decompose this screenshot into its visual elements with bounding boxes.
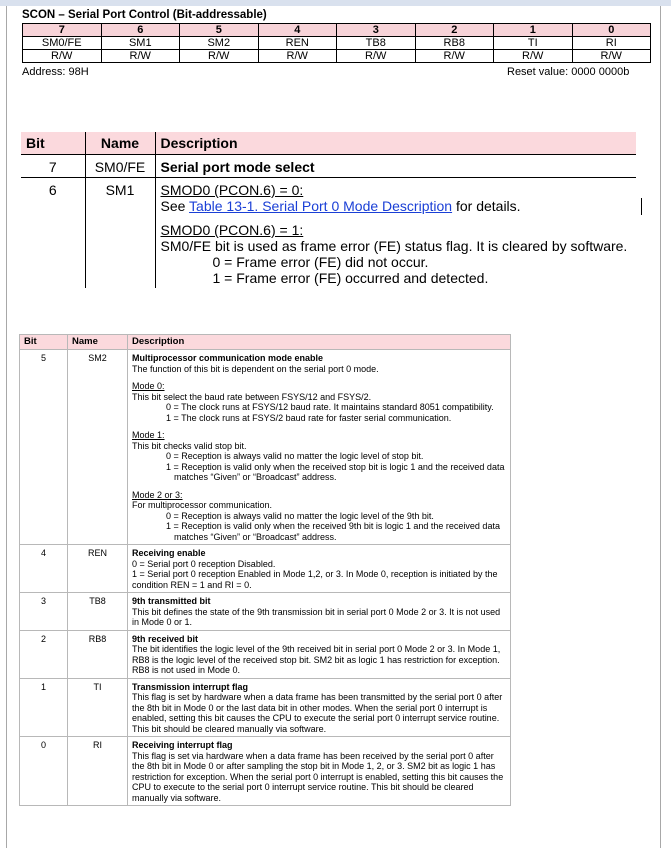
text-cursor [641, 198, 642, 215]
register-access-cell: R/W [180, 50, 259, 63]
mode1-option-0: 0 = Reception is always valid no matter the logic level of stop bit. [166, 451, 424, 461]
row-text: 1 = Serial port 0 reception Enabled in Mode 1,2, or 3. In Mode 0, reception is initiated by the condition REN = 1 and RI = 0. [132, 569, 498, 590]
mode23-option-0: 0 = Reception is always valid no matter the logic level of the 9th bit. [166, 510, 434, 521]
register-address: Address: 98H [22, 66, 89, 78]
register-bit-cell: 5 [180, 24, 259, 37]
page-right-border [660, 6, 661, 848]
name-cell: TI [68, 678, 128, 737]
register-access-cell: R/W [572, 50, 651, 63]
table-row [20, 678, 511, 737]
smod0-zero-heading: SMOD0 (PCON.6) = 0: [160, 182, 304, 198]
register-bit-cell: 1 [494, 24, 573, 37]
see-suffix: for details. [452, 198, 521, 214]
viewer-top-bar [0, 0, 671, 6]
bit-cell: 2 [20, 630, 68, 678]
row-title: Receiving interrupt flag [132, 740, 233, 750]
header-name: Name [85, 132, 155, 155]
description-cell [128, 350, 511, 545]
bit-cell: 6 [48, 182, 57, 198]
register-access-cell: R/W [101, 50, 180, 63]
register-name-cell: RB8 [415, 37, 494, 50]
table-row [21, 178, 636, 289]
register-bit-cell: 6 [101, 24, 180, 37]
register-bit-row [23, 24, 651, 37]
register-name-cell: TI [494, 37, 573, 50]
description-title: Serial port mode select [155, 155, 636, 178]
frame-error-0: 0 = Frame error (FE) did not occur. [212, 254, 429, 270]
description-cell [128, 737, 511, 806]
description-cell [128, 678, 511, 737]
bit-cell: 1 [20, 678, 68, 737]
row-text: This flag is set by hardware when a data frame has been transmitted by the serial port 0 after the 8th bit in Mode 0 or the last data bit in other modes. When the serial port 0 interrupt is enabled, setting this bit causes the CPU to execute the serial port 0 interrupt service routine. This bit should be cleared manually via software. [132, 692, 503, 734]
name-cell: RI [68, 737, 128, 806]
table-row [20, 545, 511, 593]
frame-error-text: SM0/FE bit is used as frame error (FE) status flag. It is cleared by software. [160, 238, 628, 254]
row-text: This bit defines the state of the 9th transmission bit in serial port 0 Mode 2 or 3. It is not used in Mode 0 or 1. [132, 606, 501, 627]
row-title: Transmission interrupt flag [132, 681, 249, 692]
smod0-one-heading: SMOD0 (PCON.6) = 1: [160, 222, 304, 238]
description-cell [128, 630, 511, 678]
description-cell [128, 545, 511, 593]
mode1-text: This bit checks valid stop bit. [132, 440, 247, 451]
table-header-row [20, 335, 511, 350]
register-bit-cell: 4 [258, 24, 337, 37]
register-name-cell: SM1 [101, 37, 180, 50]
register-bit-cell: 2 [415, 24, 494, 37]
register-name-cell: SM2 [180, 37, 259, 50]
mode23-label: Mode 2 or 3: [132, 489, 183, 500]
register-access-cell: R/W [494, 50, 573, 63]
row-text: The function of this bit is dependent on the serial port 0 mode. [132, 363, 379, 374]
register-access-cell: R/W [258, 50, 337, 63]
mode23-text: For multiprocessor communication. [132, 500, 273, 510]
row-title: 9th received bit [132, 633, 199, 644]
mode-table-link[interactable]: Table 13-1. Serial Port 0 Mode Description [189, 198, 453, 214]
row-title: 9th transmitted bit [132, 596, 211, 606]
see-prefix: See [160, 198, 190, 214]
description-table-large [21, 132, 636, 288]
mode0-text: This bit select the baud rate between FSYS/12 and FSYS/2. [132, 391, 372, 402]
register-access-cell: R/W [337, 50, 416, 63]
bit-cell: 5 [20, 350, 68, 545]
register-access-row [23, 50, 651, 63]
register-name-cell: RI [572, 37, 651, 50]
name-cell: SM2 [68, 350, 128, 545]
register-bit-cell: 3 [337, 24, 416, 37]
table-row [20, 630, 511, 678]
bit-cell: 3 [20, 593, 68, 631]
frame-error-1: 1 = Frame error (FE) occurred and detected. [212, 270, 489, 286]
description-cell [128, 593, 511, 631]
description-table-small [19, 334, 511, 806]
row-title: Multiprocessor communication mode enable [132, 353, 324, 363]
mode0-option-0: 0 = The clock runs at FSYS/12 baud rate. It maintains standard 8051 compatibility. [166, 402, 494, 412]
register-name-cell: REN [258, 37, 337, 50]
see-line [161, 198, 632, 214]
row-text: This flag is set via hardware when a data frame has been received by the serial port 0 after the 8th bit in Mode 0 or after sampling the stop bit in Mode 1, 2, or 3. SM2 bit as logic 1 has restriction for exception. When the serial port 0 interrupt is enabled, setting this bit causes the CPU to execute to the serial port 0 interrupt service routine. This bit should be cleared manually via software. [132, 750, 504, 803]
mode23-option-1: 1 = Reception is valid only when the received 9th bit is logic 1 and the received data matches “Given” or “Broadcast” address. [166, 521, 500, 542]
register-title: SCON – Serial Port Control (Bit-addressable) [22, 9, 267, 21]
row-text: The bit identifies the logic level of the 9th received bit in serial port 0 Mode 2 or 3. In Mode 1, RB8 is the logic level of the received stop bit. SM2 bit as logic 1 has restriction for exception. RB8 is not used in Mode 0. [132, 644, 501, 675]
register-bit-cell: 7 [23, 24, 102, 37]
name-cell: RB8 [68, 630, 128, 678]
table-row [20, 593, 511, 631]
mode1-label: Mode 1: [132, 430, 165, 440]
register-reset-value: Reset value: 0000 0000b [507, 66, 630, 78]
name-cell: REN [68, 545, 128, 593]
page-left-border [6, 6, 7, 848]
row-text: 0 = Serial port 0 reception Disabled. [132, 558, 276, 569]
name-cell: SM1 [85, 178, 155, 289]
header-bit: Bit [20, 335, 68, 350]
bit-cell: 0 [20, 737, 68, 806]
table-header-row [21, 132, 636, 155]
row-title: Receiving enable [132, 548, 206, 558]
register-name-cell: SM0/FE [23, 37, 102, 50]
name-cell: TB8 [68, 593, 128, 631]
description-cell [155, 178, 636, 289]
header-description: Description [155, 132, 636, 155]
mode0-option-1: 1 = The clock runs at FSYS/2 baud rate for faster serial communication. [166, 412, 452, 423]
table-row [20, 737, 511, 806]
register-table [22, 23, 651, 63]
register-access-cell: R/W [415, 50, 494, 63]
header-description: Description [128, 335, 511, 350]
table-row [20, 350, 511, 545]
mode0-label: Mode 0: [132, 381, 165, 391]
mode1-option-1: 1 = Reception is valid only when the received stop bit is logic 1 and the received data matches “Given” or “Broadcast” address. [166, 461, 505, 482]
name-cell: SM0/FE [85, 155, 155, 178]
bit-cell: 7 [21, 155, 85, 178]
register-name-row [23, 37, 651, 50]
register-name-cell: TB8 [337, 37, 416, 50]
table-row [21, 155, 636, 178]
header-bit: Bit [21, 132, 85, 155]
header-name: Name [68, 335, 128, 350]
bit-cell: 4 [20, 545, 68, 593]
register-bit-cell: 0 [572, 24, 651, 37]
register-access-cell: R/W [23, 50, 102, 63]
